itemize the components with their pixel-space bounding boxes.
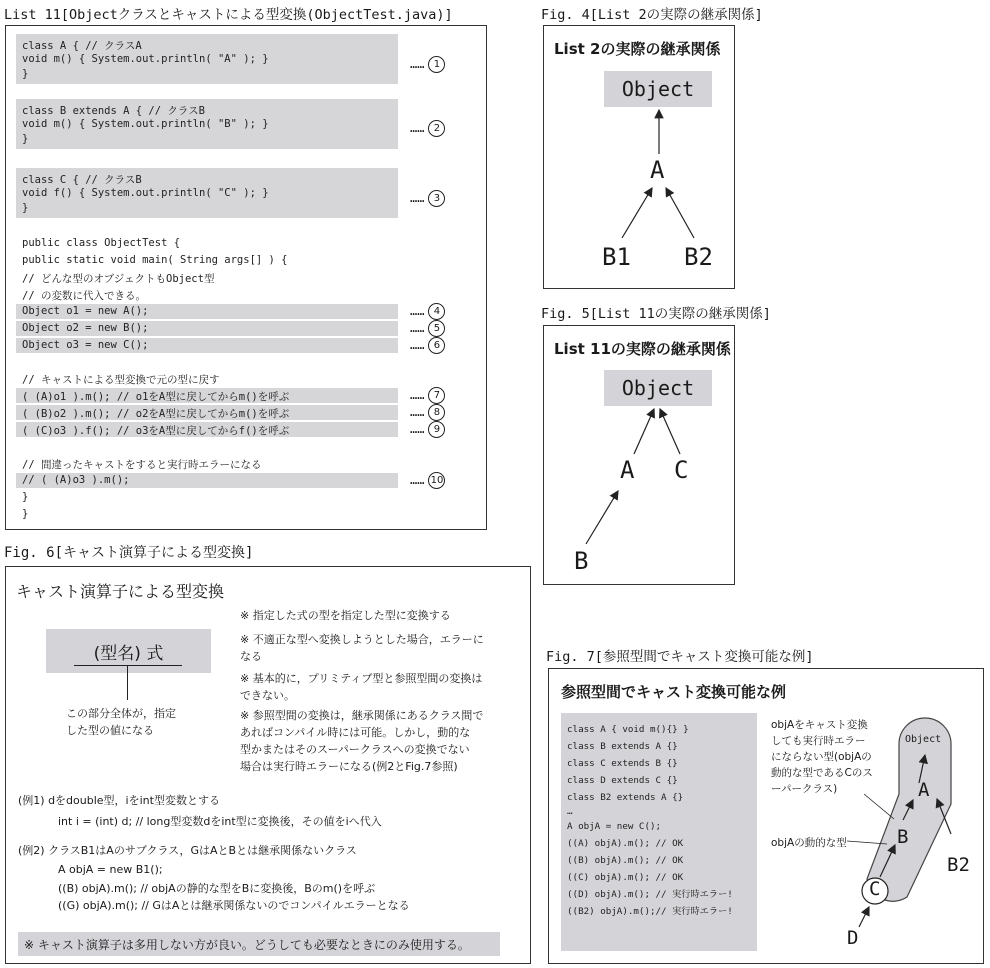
marker-2: …… 2: [410, 120, 445, 137]
marker-8: …… 8: [410, 404, 445, 421]
fig6-caption: Fig. 6[キャスト演算子による型変換]: [4, 545, 254, 561]
code-line: Object o3 = new C();: [22, 339, 149, 351]
fig6-frame: [5, 566, 531, 964]
fig5-arrows: [544, 326, 736, 586]
code-line: }: [22, 491, 29, 503]
fig7-d-node: D: [847, 927, 859, 949]
code-line: public static void main( String args[] ) {: [22, 254, 288, 266]
fig7-note-dynamic: objAの動的な型: [771, 837, 847, 849]
fig4-caption: Fig. 4[List 2の実際の継承関係]: [541, 7, 763, 23]
fig7-a-node: A: [918, 779, 930, 801]
fig4-title: List 2の実際の継承関係: [554, 40, 721, 58]
arrow-a-to-object: [634, 409, 654, 454]
fig6-title: キャスト演算子による型変換: [16, 582, 225, 601]
marker-5: …… 5: [410, 320, 445, 337]
fig4-arrows: [544, 26, 736, 290]
list11-frame: [5, 25, 487, 530]
note-2: ※ 不適正な型へ変換しようとした場合，エラーに なる: [240, 633, 484, 663]
note-1: ※ 指定した式の型を指定した型に変換する: [240, 609, 451, 622]
fig5-frame: [543, 325, 735, 585]
marker-1: …… 1: [410, 56, 445, 73]
code-line: // ( (A)o3 ).m();: [22, 474, 130, 486]
fig5-b-node: B: [574, 547, 589, 575]
example1-heading: (例1) dをdouble型，iをint型変数とする: [18, 794, 220, 807]
list11-caption: List 11[Objectクラスとキャストによる型変換(ObjectTest.java)]: [4, 7, 453, 23]
example2-code: A objA = new B1();: [58, 863, 163, 876]
arrow-d-to-c: [859, 907, 869, 927]
marker-9: …… 9: [410, 421, 445, 438]
fig4-frame: [543, 25, 735, 289]
code-line: void m() { System.out.println( "A" ); }: [22, 53, 269, 65]
fig5-title: List 11の実際の継承関係: [554, 340, 731, 358]
fig4-b1-node: B1: [602, 243, 631, 271]
example2-code: ((B) objA).m(); // objAの静的な型をBに変換後，Bのm()を呼ぶ: [58, 882, 376, 895]
fig7-title: 参照型間でキャスト変換可能な例: [561, 683, 787, 701]
code-line: ( (B)o2 ).m(); // o2をA型に戻してからm()を呼ぶ: [22, 408, 290, 420]
code-line: }: [22, 508, 29, 520]
code-line: // 間違ったキャストをすると実行時エラーになる: [22, 459, 262, 471]
code-line: void m() { System.out.println( "B" ); }: [22, 118, 269, 130]
fig5-c-node: C: [674, 456, 689, 484]
code-line: ( (A)o1 ).m(); // o1をA型に戻してからm()を呼ぶ: [22, 391, 290, 403]
example2-heading: (例2) クラスB1はAのサブクラス，GはAとBとは継承関係ないクラス: [18, 844, 357, 857]
code-line: Object o2 = new B();: [22, 322, 149, 334]
underline: [74, 665, 182, 666]
fig7-object-node: Object: [905, 734, 942, 745]
fig7-frame: [548, 668, 984, 964]
code-line: class C { // クラスB: [22, 174, 142, 186]
note-4: ※ 参照型間の変換は，継承関係にあるクラス間で あればコンパイル時には可能。しかし，動的な 型かまたはそのスーパークラスへの変換でない 場合は実行時エラーになる(例2とFig.7参照): [240, 709, 484, 773]
code-line: }: [22, 202, 29, 214]
dynamic-type-capsule: [867, 718, 951, 901]
fig4-object-node: Object: [604, 71, 712, 107]
explain-line: した型の値になる: [66, 724, 154, 737]
fig5-object-node: Object: [604, 370, 712, 406]
arrow-c-to-object: [660, 409, 680, 454]
code-line: void f() { System.out.println( "C" ); }: [22, 187, 269, 199]
marker-10: …… 10: [410, 472, 445, 489]
fig7-b2-node: B2: [947, 854, 970, 876]
code-line: }: [22, 133, 29, 145]
fig7-caption: Fig. 7[参照型間でキャスト変換可能な例]: [546, 649, 814, 665]
marker-3: …… 3: [410, 190, 445, 207]
code-line: public class ObjectTest {: [22, 237, 181, 249]
arrow-b1-to-a: [622, 188, 652, 238]
fig7-c-node: C: [869, 878, 881, 900]
fig5-caption: Fig. 5[List 11の実際の継承関係]: [541, 306, 771, 322]
example1-code: int i = (int) d; // long型変数dをint型に変換後，その値をiへ代入: [58, 815, 382, 828]
arrow-b2-to-a: [666, 188, 694, 238]
explain-line: この部分全体が，指定: [66, 707, 176, 720]
fig4-a-node: A: [650, 156, 665, 184]
cast-expression-text: (型名) 式: [93, 644, 164, 664]
code-line: Object o1 = new A();: [22, 305, 149, 317]
marker-4: …… 4: [410, 303, 445, 320]
leader-note1: [864, 794, 894, 819]
marker-6: …… 6: [410, 337, 445, 354]
fig7-diagram: [549, 669, 985, 965]
fig7-note-supertypes: objAをキャスト変換 しても実行時エラー にならない型(objAの 動的な型であるCのス ーパークラス): [771, 719, 873, 795]
marker-7: …… 7: [410, 387, 445, 404]
code-line: // どんな型のオブジェクトもObject型: [22, 273, 215, 285]
code-line: }: [22, 68, 29, 80]
code-line: // キャストによる型変換で元の型に戻す: [22, 374, 220, 386]
fig7-code: class A { void m(){} } class B extends A {} class C extends B {} class D extends C {} class B2 extends A {} … A objA = new C(); ((A) objA).m(); // OK ((B) objA).m(); // OK ((C) objA).m(); // OK ((D) objA).m(); // 実行時エラー! ((B2) objA).m();// 実行時エラー!: [567, 724, 733, 917]
fig4-b2-node: B2: [684, 243, 713, 271]
code-line: class B extends A { // クラスB: [22, 105, 205, 117]
code-line: ( (C)o3 ).f(); // o3をA型に戻してからf()を呼ぶ: [22, 425, 290, 437]
fig7-b-node: B: [897, 826, 909, 848]
code-line: class A { // クラスA: [22, 40, 142, 52]
warning-text: ※ キャスト演算子は多用しない方が良い。どうしても必要なときにのみ使用する。: [24, 938, 470, 952]
example2-code: ((G) objA).m(); // GはAとは継承関係ないのでコンパイルエラーとなる: [58, 899, 410, 912]
fig5-a-node: A: [620, 456, 635, 484]
code-line: // の変数に代入できる。: [22, 290, 146, 302]
note-3: ※ 基本的に，プリミティブ型と参照型間の変換は できない。: [240, 672, 483, 702]
pointer-line: [127, 666, 128, 700]
arrow-b-to-a: [586, 491, 618, 544]
